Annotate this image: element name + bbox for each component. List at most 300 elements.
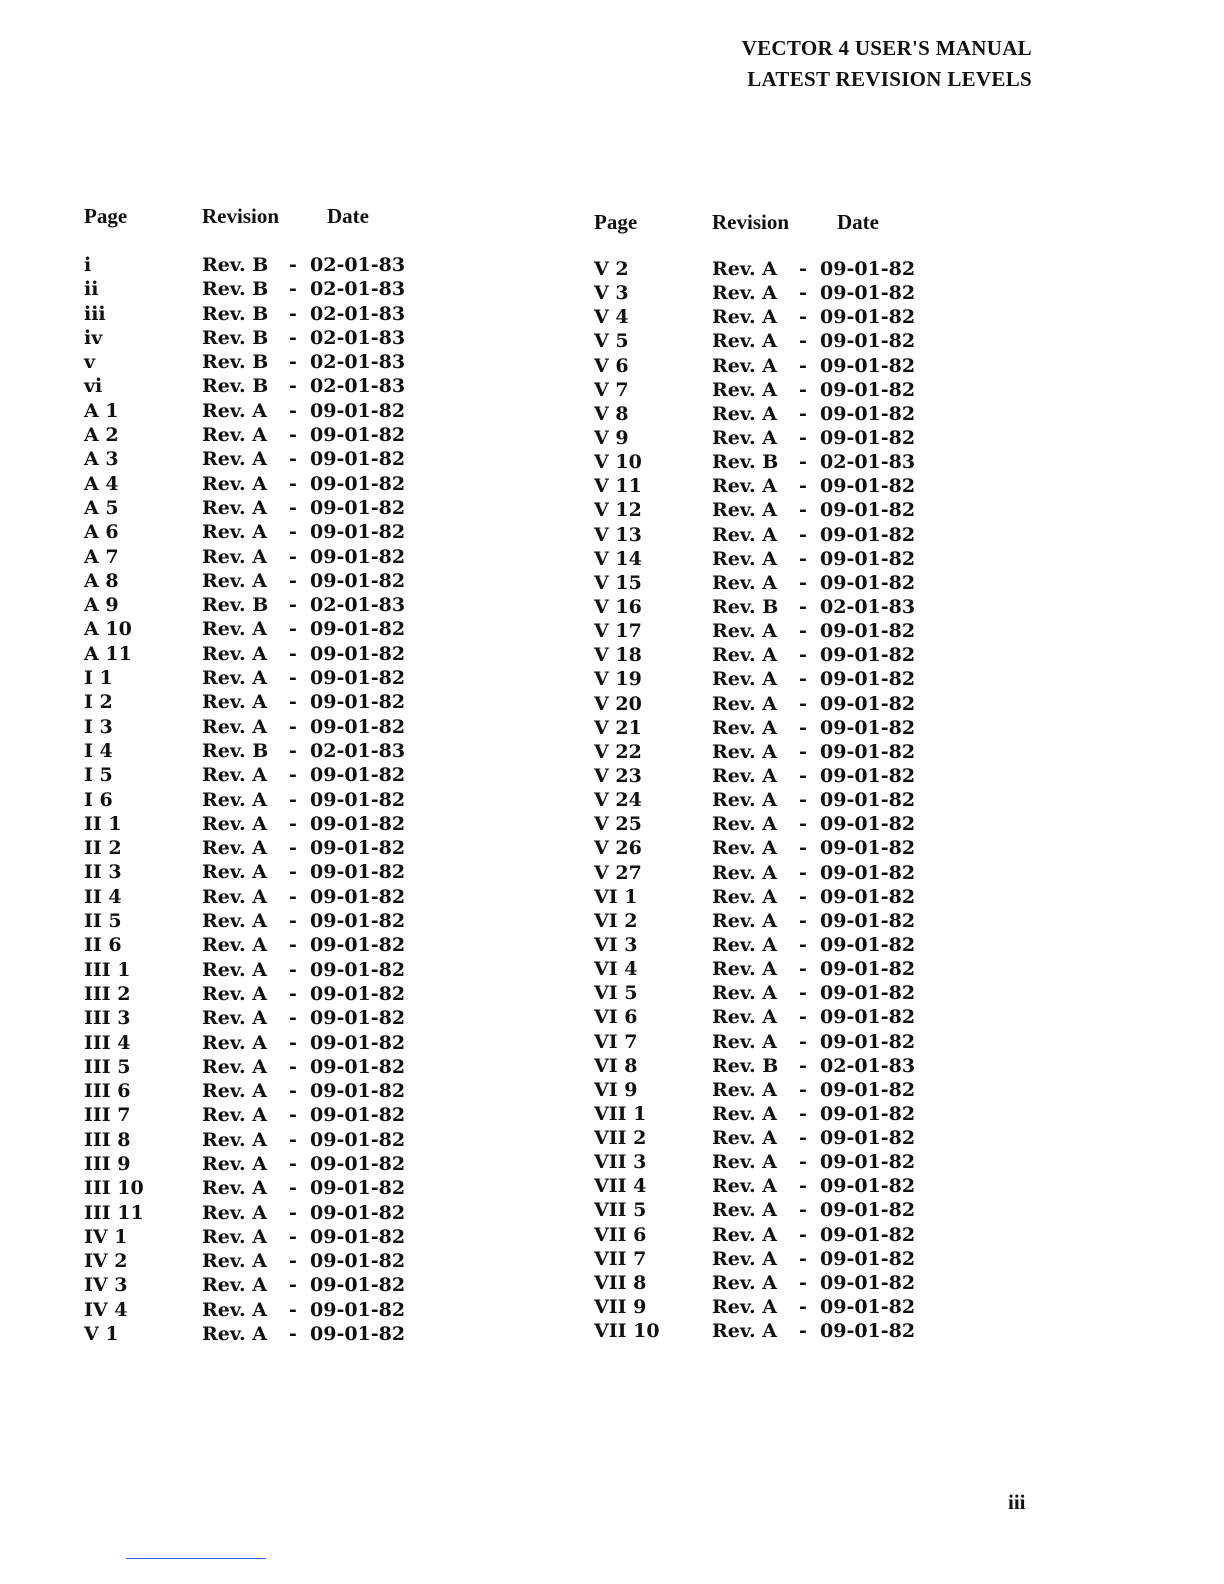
separator-cell: - (289, 472, 297, 495)
date-cell: 09-01-82 (820, 547, 916, 570)
revision-cell: Rev. A (202, 1177, 267, 1200)
revision-cell: Rev. B (202, 302, 269, 325)
page-cell: V 5 (594, 330, 629, 353)
page-cell: I 3 (84, 715, 113, 738)
date-cell: 09-01-82 (820, 306, 916, 329)
revision-cell: Rev. A (202, 837, 267, 860)
page-cell: VI 6 (594, 1006, 638, 1029)
separator-cell: - (799, 644, 807, 667)
revision-cell: Rev. A (712, 523, 777, 546)
revision-column-header: Revision (202, 204, 280, 228)
page-cell: A 10 (84, 618, 132, 641)
revision-cell: Rev. A (712, 861, 777, 884)
separator-cell: - (289, 1225, 297, 1248)
page-cell: VII 8 (594, 1271, 647, 1294)
page-cell: I 5 (84, 764, 113, 787)
page-cell: IV 2 (84, 1250, 128, 1273)
revision-cell: Rev. A (712, 885, 777, 908)
document-header (742, 33, 1032, 95)
date-cell: 09-01-82 (310, 667, 406, 690)
date-cell: 09-01-82 (820, 933, 916, 956)
separator-cell: - (289, 1152, 297, 1175)
revision-cell: Rev. A (712, 306, 777, 329)
revision-cell: Rev. A (202, 982, 267, 1005)
page-cell: A 4 (84, 472, 119, 495)
section-title: LATEST REVISION LEVELS (747, 67, 1032, 91)
date-cell: 09-01-82 (820, 668, 916, 691)
page-cell: IV 1 (84, 1225, 128, 1248)
date-cell: 09-01-82 (310, 1007, 406, 1030)
date-cell: 09-01-82 (310, 958, 406, 981)
revision-cell: Rev. B (202, 739, 269, 762)
page-cell: V 26 (594, 837, 642, 860)
separator-cell: - (289, 1080, 297, 1103)
revision-cell: Rev. A (712, 1271, 777, 1294)
separator-cell: - (799, 1102, 807, 1125)
date-cell: 09-01-82 (310, 1225, 406, 1248)
date-cell: 09-01-82 (310, 1177, 406, 1200)
page-cell: VI 9 (594, 1078, 638, 1101)
revision-cell: Rev. A (712, 1320, 777, 1343)
date-cell: 09-01-82 (820, 523, 916, 546)
separator-cell: - (799, 1271, 807, 1294)
revision-cell: Rev. A (712, 1030, 777, 1053)
revision-cell: Rev. A (202, 1080, 267, 1103)
date-cell: 09-01-82 (820, 837, 916, 860)
footer-rule (126, 1558, 266, 1559)
separator-cell: - (289, 910, 297, 933)
page-cell: VI 7 (594, 1030, 638, 1053)
page-cell: III 10 (84, 1177, 144, 1200)
page-cell: II 2 (84, 837, 122, 860)
revision-cell: Rev. A (712, 402, 777, 425)
revision-cell: Rev. A (202, 1128, 267, 1151)
page-cell: I 6 (84, 788, 113, 811)
date-cell: 09-01-82 (820, 1151, 916, 1174)
page-cell: I 2 (84, 691, 113, 714)
page-cell: VII 2 (594, 1127, 647, 1150)
date-cell: 09-01-82 (820, 354, 916, 377)
revision-cell: Rev. A (202, 399, 267, 422)
page-cell: II 6 (84, 934, 122, 957)
page-cell: VII 9 (594, 1296, 647, 1319)
separator-cell: - (799, 1030, 807, 1053)
page-cell: VI 3 (594, 933, 638, 956)
separator-cell: - (799, 1247, 807, 1270)
date-cell: 09-01-82 (820, 282, 916, 305)
date-cell: 09-01-82 (310, 982, 406, 1005)
date-cell: 09-01-82 (310, 1298, 406, 1321)
date-cell: 09-01-82 (310, 618, 406, 641)
revision-cell: Rev. A (712, 426, 777, 449)
separator-cell: - (799, 958, 807, 981)
date-cell: 09-01-82 (310, 691, 406, 714)
revision-cell: Rev. A (712, 668, 777, 691)
separator-cell: - (289, 982, 297, 1005)
date-cell: 09-01-82 (310, 1031, 406, 1054)
separator-cell: - (799, 451, 807, 474)
page-cell: VII 1 (594, 1102, 647, 1125)
revision-cell: Rev. A (202, 1323, 267, 1346)
separator-cell: - (799, 330, 807, 353)
page-cell: V 19 (594, 668, 642, 691)
page-cell: V 1 (84, 1323, 119, 1346)
separator-cell: - (289, 1274, 297, 1297)
separator-cell: - (799, 837, 807, 860)
date-cell: 09-01-82 (310, 1055, 406, 1078)
page-cell: V 27 (594, 861, 642, 884)
separator-cell: - (799, 1296, 807, 1319)
separator-cell: - (799, 258, 807, 280)
page-cell: V 3 (594, 282, 629, 305)
page-cell: I 4 (84, 739, 113, 762)
separator-cell: - (289, 1128, 297, 1151)
separator-cell: - (289, 302, 297, 325)
page-cell: VII 3 (594, 1151, 647, 1174)
separator-cell: - (289, 642, 297, 665)
revision-cell: Rev. A (202, 1225, 267, 1248)
revision-cell: Rev. B (202, 278, 269, 301)
date-cell: 09-01-82 (310, 569, 406, 592)
page-cell: V 18 (594, 644, 642, 667)
page-cell: VII 7 (594, 1247, 647, 1270)
date-cell: 09-01-82 (820, 571, 916, 594)
revision-column-header: Revision (712, 210, 790, 234)
page-cell: A 5 (84, 496, 119, 519)
page-cell: A 2 (84, 424, 119, 447)
page-cell: A 3 (84, 448, 119, 471)
revision-cell: Rev. A (202, 1055, 267, 1078)
date-cell: 09-01-82 (820, 1175, 916, 1198)
separator-cell: - (799, 764, 807, 787)
separator-cell: - (289, 1201, 297, 1224)
separator-cell: - (289, 448, 297, 471)
page-cell: A 6 (84, 521, 119, 544)
revision-cell: Rev. B (202, 375, 269, 398)
separator-cell: - (799, 1199, 807, 1222)
revision-cell: Rev. A (712, 475, 777, 498)
revision-cell: Rev. A (712, 764, 777, 787)
date-cell: 09-01-82 (310, 934, 406, 957)
revision-cell: Rev. A (202, 667, 267, 690)
date-cell: 09-01-82 (310, 399, 406, 422)
revision-cell: Rev. A (712, 258, 777, 280)
separator-cell: - (799, 499, 807, 522)
separator-cell: - (289, 399, 297, 422)
page-number: iii (1008, 1490, 1026, 1514)
page-cell: i (84, 254, 92, 276)
date-cell: 09-01-82 (310, 861, 406, 884)
revision-cell: Rev. A (712, 499, 777, 522)
date-cell: 09-01-82 (310, 1201, 406, 1224)
separator-cell: - (289, 545, 297, 568)
separator-cell: - (289, 618, 297, 641)
revision-cell: Rev. A (202, 1031, 267, 1054)
page-cell: I 1 (84, 667, 113, 690)
date-cell: 02-01-83 (820, 595, 916, 618)
revision-cell: Rev. A (202, 861, 267, 884)
date-cell: 09-01-82 (310, 885, 406, 908)
date-cell: 09-01-82 (310, 448, 406, 471)
date-cell: 09-01-82 (820, 813, 916, 836)
revision-cell: Rev. A (712, 1078, 777, 1101)
date-cell: 09-01-82 (820, 764, 916, 787)
separator-cell: - (799, 1127, 807, 1150)
revision-cell: Rev. A (202, 715, 267, 738)
page-cell: III 6 (84, 1080, 131, 1103)
page-cell: A 11 (84, 642, 132, 665)
separator-cell: - (289, 424, 297, 447)
separator-cell: - (799, 740, 807, 763)
separator-cell: - (289, 326, 297, 349)
separator-cell: - (799, 933, 807, 956)
date-cell: 02-01-83 (820, 451, 916, 474)
revision-cell: Rev. A (712, 282, 777, 305)
date-cell: 09-01-82 (820, 644, 916, 667)
date-column-header: Date (837, 210, 879, 234)
date-cell: 02-01-83 (310, 351, 406, 374)
page-cell: III 1 (84, 958, 131, 981)
separator-cell: - (799, 378, 807, 401)
page-column-header: Page (594, 210, 638, 234)
page-cell: II 1 (84, 812, 122, 835)
revision-cell: Rev. A (712, 571, 777, 594)
separator-cell: - (799, 1054, 807, 1077)
page-cell: III 5 (84, 1055, 131, 1078)
date-cell: 02-01-83 (310, 302, 406, 325)
date-cell: 02-01-83 (820, 1054, 916, 1077)
separator-cell: - (799, 571, 807, 594)
page-cell: V 11 (594, 475, 642, 498)
page-cell: III 8 (84, 1128, 131, 1151)
separator-cell: - (799, 620, 807, 643)
revision-cell: Rev. A (712, 1006, 777, 1029)
revision-cell: Rev. A (712, 813, 777, 836)
revision-cell: Rev. A (712, 1296, 777, 1319)
date-cell: 02-01-83 (310, 594, 406, 617)
date-cell: 09-01-82 (820, 1320, 916, 1343)
page-cell: V 24 (594, 789, 642, 812)
page-cell: V 10 (594, 451, 642, 474)
revision-cell: Rev. A (202, 496, 267, 519)
revision-cell: Rev. A (202, 1274, 267, 1297)
separator-cell: - (799, 1175, 807, 1198)
separator-cell: - (799, 475, 807, 498)
page-cell: VII 10 (594, 1320, 660, 1343)
date-cell: 02-01-83 (310, 254, 406, 276)
separator-cell: - (289, 254, 297, 276)
page-cell: V 16 (594, 595, 642, 618)
revision-cell: Rev. B (712, 1054, 779, 1077)
separator-cell: - (799, 789, 807, 812)
revision-cell: Rev. A (202, 472, 267, 495)
page-cell: III 3 (84, 1007, 131, 1030)
page-cell: V 17 (594, 620, 642, 643)
separator-cell: - (289, 861, 297, 884)
revision-cell: Rev. B (712, 595, 779, 618)
date-cell: 09-01-82 (820, 885, 916, 908)
date-cell: 09-01-82 (820, 258, 916, 280)
page-cell: V 23 (594, 764, 642, 787)
separator-cell: - (289, 934, 297, 957)
revision-cell: Rev. A (202, 1152, 267, 1175)
page-cell: II 5 (84, 910, 122, 933)
date-cell: 09-01-82 (310, 910, 406, 933)
separator-cell: - (289, 1298, 297, 1321)
page-cell: V 22 (594, 740, 642, 763)
separator-cell: - (289, 594, 297, 617)
separator-cell: - (799, 595, 807, 618)
separator-cell: - (799, 885, 807, 908)
separator-cell: - (289, 691, 297, 714)
revision-cell: Rev. A (202, 642, 267, 665)
date-cell: 09-01-82 (310, 837, 406, 860)
date-cell: 09-01-82 (310, 1080, 406, 1103)
revision-cell: Rev. A (202, 958, 267, 981)
date-cell: 09-01-82 (820, 909, 916, 932)
revision-cell: Rev. A (712, 837, 777, 860)
separator-cell: - (289, 1250, 297, 1273)
page-cell: V 6 (594, 354, 629, 377)
separator-cell: - (799, 668, 807, 691)
revision-cell: Rev. A (712, 1127, 777, 1150)
page-cell: A 1 (84, 399, 119, 422)
separator-cell: - (799, 306, 807, 329)
manual-title: VECTOR 4 USER'S MANUAL (741, 36, 1032, 60)
date-cell: 09-01-82 (820, 740, 916, 763)
date-cell: 09-01-82 (820, 789, 916, 812)
revision-cell: Rev. B (202, 254, 269, 276)
revision-cell: Rev. A (202, 1104, 267, 1127)
page-cell: II 4 (84, 885, 122, 908)
revision-cell: Rev. A (712, 547, 777, 570)
revision-cell: Rev. A (712, 1223, 777, 1246)
separator-cell: - (289, 958, 297, 981)
separator-cell: - (799, 426, 807, 449)
page-cell: V 21 (594, 716, 642, 739)
separator-cell: - (289, 1323, 297, 1346)
revision-cell: Rev. B (202, 594, 269, 617)
date-cell: 09-01-82 (310, 424, 406, 447)
date-cell: 09-01-82 (820, 716, 916, 739)
date-column-header: Date (327, 204, 369, 228)
separator-cell: - (289, 1104, 297, 1127)
page-cell: V 20 (594, 692, 642, 715)
date-cell: 09-01-82 (820, 1296, 916, 1319)
date-cell: 09-01-82 (820, 475, 916, 498)
revision-cell: Rev. A (202, 885, 267, 908)
page-cell: ii (84, 278, 99, 301)
revision-cell: Rev. A (202, 812, 267, 835)
page-cell: VI 5 (594, 982, 638, 1005)
separator-cell: - (289, 1007, 297, 1030)
separator-cell: - (799, 354, 807, 377)
separator-cell: - (289, 1031, 297, 1054)
separator-cell: - (799, 1078, 807, 1101)
revision-cell: Rev. A (712, 1102, 777, 1125)
separator-cell: - (799, 547, 807, 570)
revision-cell: Rev. B (202, 326, 269, 349)
separator-cell: - (799, 1151, 807, 1174)
date-cell: 09-01-82 (820, 426, 916, 449)
revision-cell: Rev. A (712, 378, 777, 401)
page-cell: III 9 (84, 1152, 131, 1175)
separator-cell: - (289, 764, 297, 787)
revision-cell: Rev. A (202, 521, 267, 544)
separator-cell: - (289, 278, 297, 301)
date-cell: 09-01-82 (820, 1006, 916, 1029)
revision-cell: Rev. B (202, 351, 269, 374)
revision-cell: Rev. A (202, 1007, 267, 1030)
separator-cell: - (799, 813, 807, 836)
date-cell: 09-01-82 (820, 402, 916, 425)
page-cell: V 7 (594, 378, 629, 401)
separator-cell: - (289, 837, 297, 860)
date-cell: 09-01-82 (820, 1223, 916, 1246)
revision-cell: Rev. A (202, 1298, 267, 1321)
separator-cell: - (289, 496, 297, 519)
date-cell: 09-01-82 (310, 1104, 406, 1127)
date-cell: 09-01-82 (820, 1271, 916, 1294)
separator-cell: - (289, 1177, 297, 1200)
separator-cell: - (799, 692, 807, 715)
page-cell: V 13 (594, 523, 642, 546)
date-cell: 09-01-82 (310, 642, 406, 665)
revision-cell: Rev. A (712, 909, 777, 932)
date-cell: 02-01-83 (310, 375, 406, 398)
page-cell: VI 4 (594, 958, 638, 981)
date-cell: 09-01-82 (310, 788, 406, 811)
page-cell: V 15 (594, 571, 642, 594)
separator-cell: - (289, 351, 297, 374)
separator-cell: - (289, 667, 297, 690)
revision-cell: Rev. A (202, 691, 267, 714)
date-cell: 09-01-82 (310, 1250, 406, 1273)
page-cell: V 8 (594, 402, 629, 425)
separator-cell: - (289, 812, 297, 835)
date-cell: 09-01-82 (310, 1152, 406, 1175)
page-cell: vi (84, 375, 103, 398)
revision-cell: Rev. A (202, 788, 267, 811)
date-cell: 09-01-82 (310, 1274, 406, 1297)
revision-cell: Rev. A (712, 330, 777, 353)
revision-cell: Rev. A (202, 569, 267, 592)
date-cell: 02-01-83 (310, 739, 406, 762)
revision-cell: Rev. A (712, 789, 777, 812)
page-cell: V 9 (594, 426, 629, 449)
page-cell: V 14 (594, 547, 642, 570)
date-cell: 09-01-82 (820, 1030, 916, 1053)
separator-cell: - (289, 375, 297, 398)
separator-cell: - (799, 909, 807, 932)
page-cell: III 11 (84, 1201, 144, 1224)
revision-cell: Rev. A (712, 1199, 777, 1222)
date-cell: 09-01-82 (820, 330, 916, 353)
page-cell: V 2 (594, 258, 629, 280)
date-cell: 09-01-82 (310, 1128, 406, 1151)
page-cell: A 8 (84, 569, 119, 592)
revision-cell: Rev. A (202, 764, 267, 787)
separator-cell: - (799, 282, 807, 305)
date-cell: 09-01-82 (310, 496, 406, 519)
separator-cell: - (799, 1320, 807, 1343)
page-cell: V 4 (594, 306, 629, 329)
separator-cell: - (799, 982, 807, 1005)
date-cell: 09-01-82 (820, 692, 916, 715)
separator-cell: - (799, 861, 807, 884)
separator-cell: - (289, 885, 297, 908)
date-cell: 09-01-82 (310, 812, 406, 835)
